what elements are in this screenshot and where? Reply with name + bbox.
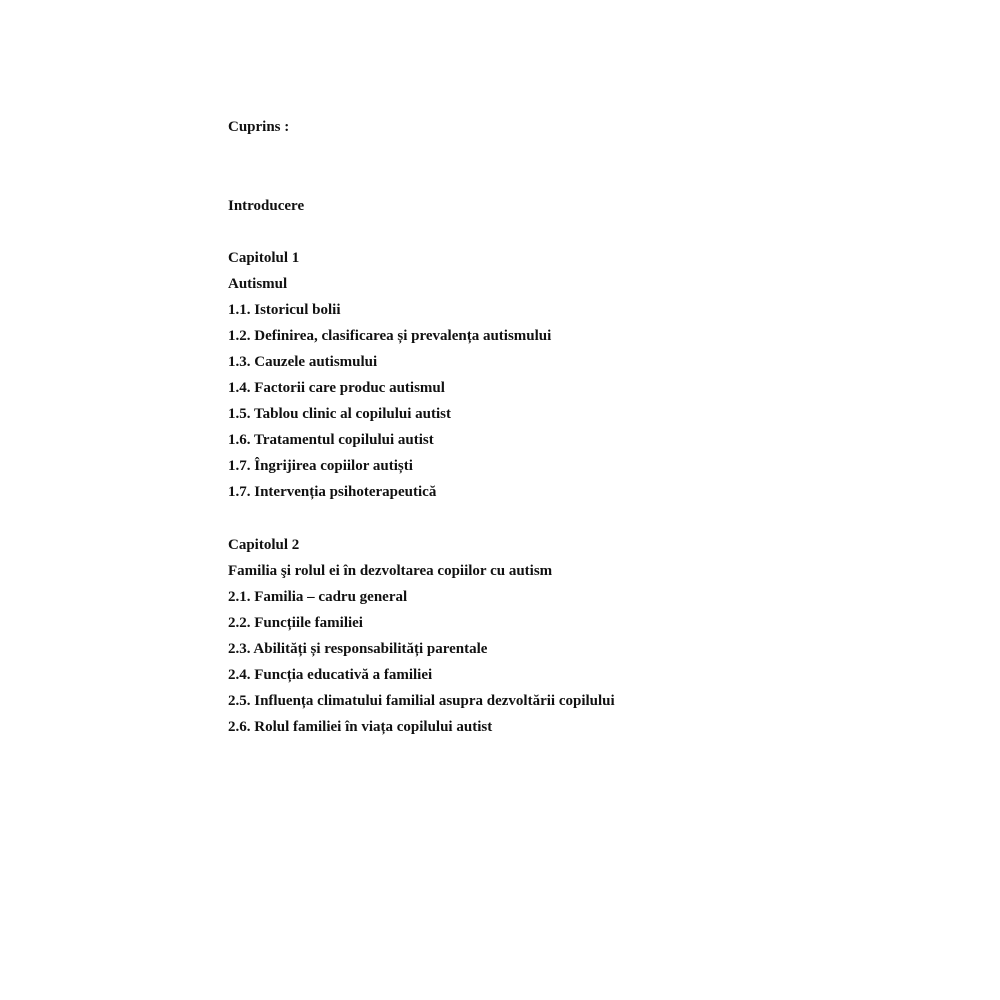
chapter1-label: Capitolul 1 (228, 250, 300, 266)
chapter2-title: Familia şi rolul ei în dezvoltarea copiilor cu autism (228, 563, 553, 579)
toc-item: 1.1. Istoricul bolii (228, 302, 341, 318)
toc-introduction: Introducere (228, 198, 305, 214)
toc-item: 1.4. Factorii care produc autismul (228, 380, 445, 396)
chapter2-label: Capitolul 2 (228, 537, 300, 553)
toc-item: 2.2. Funcțiile familiei (228, 615, 363, 631)
toc-item: 1.7. Intervenția psihoterapeutică (228, 484, 437, 500)
toc-heading: Cuprins : (228, 119, 290, 135)
toc-item: 1.3. Cauzele autismului (228, 354, 378, 370)
toc-item: 2.4. Funcția educativă a familiei (228, 667, 433, 683)
toc-item: 1.6. Tratamentul copilului autist (228, 432, 434, 448)
toc-item: 2.5. Influența climatului familial asupra dezvoltării copilului (228, 693, 615, 709)
toc-item: 2.1. Familia – cadru general (228, 589, 408, 605)
toc-item: 1.2. Definirea, clasificarea și prevalența autismului (228, 328, 552, 344)
chapter1-title: Autismul (228, 276, 288, 292)
toc-item: 1.7. Îngrijirea copiilor autiști (228, 458, 413, 474)
toc-item: 2.6. Rolul familiei în viața copilului autist (228, 719, 493, 735)
toc-item: 1.5. Tablou clinic al copilului autist (228, 406, 451, 422)
toc-item: 2.3. Abilități și responsabilități parentale (228, 641, 488, 657)
